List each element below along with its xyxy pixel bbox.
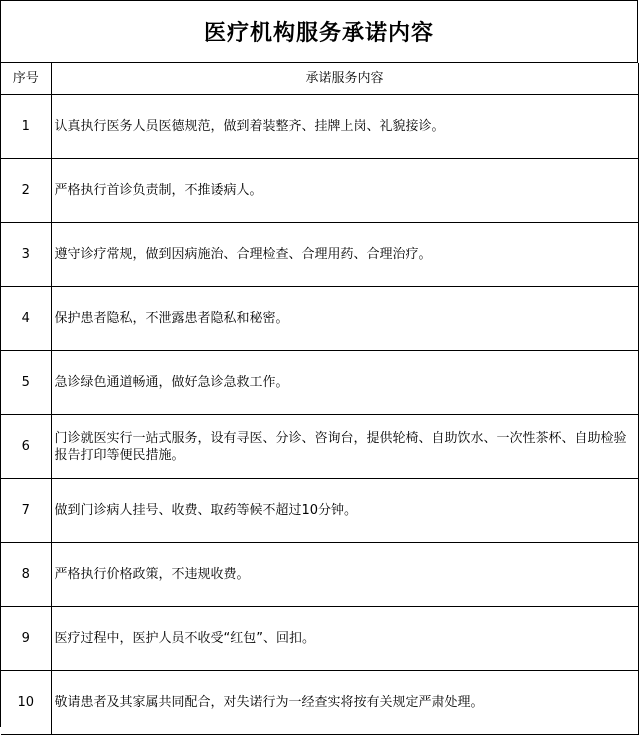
row-number: 2: [1, 159, 51, 223]
row-text: 门诊就医实行一站式服务，设有寻医、分诊、咨询台，提供轮椅、自助饮水、一次性茶杯、自助检验报告打印等便民措施。: [51, 415, 638, 479]
table-row: [1, 159, 638, 223]
table-row: [1, 287, 638, 351]
row-text: 严格执行首诊负责制，不推诿病人。: [51, 159, 638, 223]
row-number: 4: [1, 287, 51, 351]
table-row: [1, 95, 638, 159]
table-row: [1, 671, 638, 735]
page-title: 医疗机构服务承诺内容: [203, 20, 434, 46]
column-header-content: 承诺服务内容: [51, 63, 638, 95]
row-text: 做到门诊病人挂号、收费、取药等候不超过10分钟。: [51, 479, 638, 543]
row-text: 敬请患者及其家属共同配合，对失诺行为一经查实将按有关规定严肃处理。: [51, 671, 638, 735]
row-text: 医疗过程中，医护人员不收受“红包”、回扣。: [51, 607, 638, 671]
table-row: [1, 543, 638, 607]
row-number: 8: [1, 543, 51, 607]
table-row: [1, 607, 638, 671]
row-text: 急诊绿色通道畅通，做好急诊急救工作。: [51, 351, 638, 415]
row-text: 认真执行医务人员医德规范，做到着装整齐、挂牌上岗、礼貌接诊。: [51, 95, 638, 159]
table-row: [1, 415, 638, 479]
table-row: [1, 351, 638, 415]
table-row: [1, 479, 638, 543]
row-text: 遵守诊疗常规，做到因病施治、合理检查、合理用药、合理治疗。: [51, 223, 638, 287]
row-number: 5: [1, 351, 51, 415]
row-number: 7: [1, 479, 51, 543]
row-number: 3: [1, 223, 51, 287]
title-cell: [1, 1, 638, 63]
row-number: 1: [1, 95, 51, 159]
commitment-table: [1, 63, 639, 735]
row-text: 严格执行价格政策，不违规收费。: [51, 543, 638, 607]
header-row: [1, 63, 638, 95]
row-number: 9: [1, 607, 51, 671]
row-number: 10: [1, 671, 51, 735]
row-number: 6: [1, 415, 51, 479]
table-row: [1, 223, 638, 287]
row-text: 保护患者隐私，不泄露患者隐私和秘密。: [51, 287, 638, 351]
column-header-index: 序号: [1, 63, 51, 95]
